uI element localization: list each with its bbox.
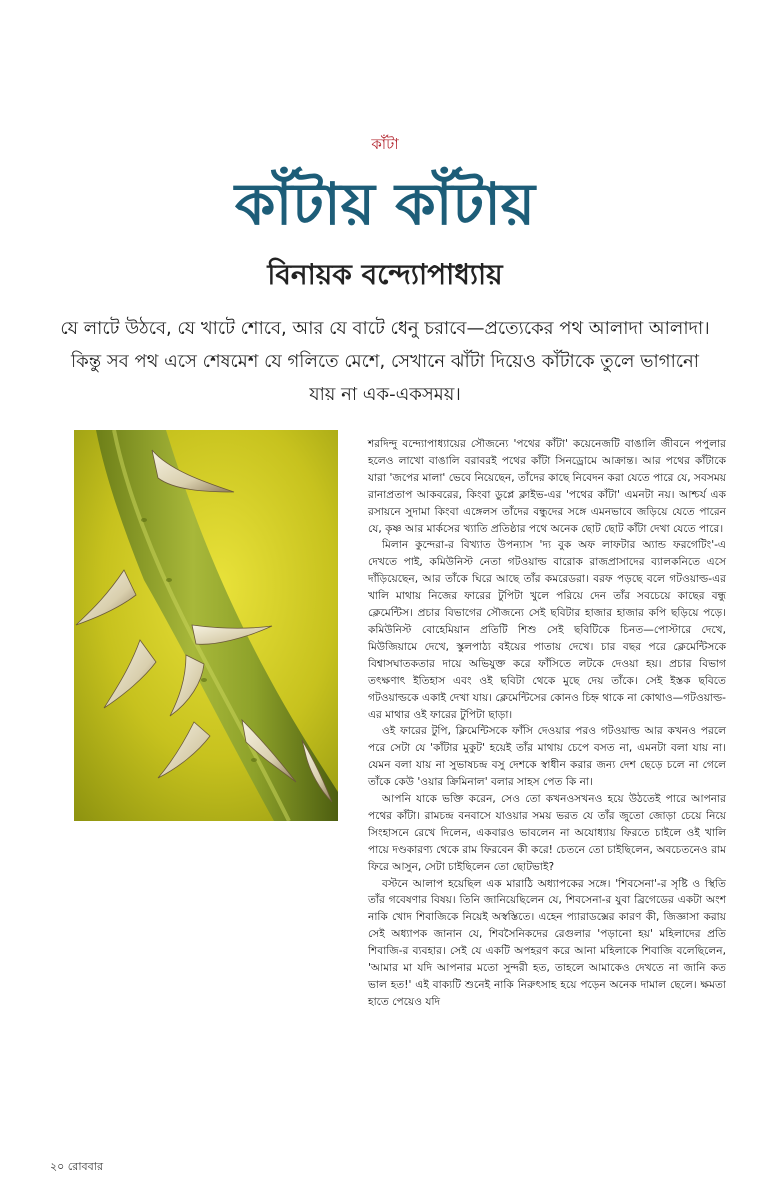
article-title: কাঁটায় কাঁটায় (234, 170, 536, 238)
standfirst: যে লাটে উঠবে, যে খাটে শোবে, আর যে বাটে ধেনু চরাবে—প্রত্যেকের পথ আলাদা আলাদা। কিন্তু সব পথ এসে শেষমেশ যে গলিতে মেশে, সেখানে ঝাঁটা দিয়েও কাঁটাকে তুলে ভাগানো যায় না এক-একসময়। (60, 318, 710, 405)
body-paragraph: ওই ফারের টুপি, ক্লিমেন্টিসকে ফাঁসি দেওয়ার পরও গটওয়াল্ড আর কখনও পরলে পরে সেটা যে 'কাঁটার মুকুট' হয়েই তাঁর মাথায় চেপে বসত না, এমনটা বলা যায় না। যেমন বলা যায় না সুভাষচন্দ্র বসু দেশকে স্বাধীন করার জন্য দেশ ছেড়ে চলে না গেলে তাঁকে কেউ 'ওয়ার ক্রিমিনাল' বলার সাহস পেত কি না। (368, 725, 726, 789)
body-paragraph: মিলান কুন্দেরা-র বিখ্যাত উপন্যাস 'দ্য বুক অফ লাফটার অ্যান্ড ফরগেটিং'-এ দেখতে পাই, কমিউনিস্ট নেতা গটওয়াল্ড বারোক রাজপ্রাসাদের ব্যালকনিতে এসে দাঁড়িয়েছেন, আর তাঁকে ঘিরে আছে তাঁর কমরেডরা। বরফ পড়ছে বলে গটওয়াল্ড-এর খালি মাথায় নিজের ফারের টুপিটা খুলে পরিয়ে দেন তাঁর সবচেয়ে কাছের বন্ধু ক্লেমেন্টিস। প্রচার বিভাগের সৌজন্যে সেই ছবিটার হাজার হাজার কপি ছড়িয়ে পড়ে। কমিউনিস্ট বোহেমিয়ান প্রতিটি শিশু সেই ছবিটিকে চিনত—পোস্টারে দেখে, মিউজিয়ামে দেখে, স্কুলপাঠ্য বইয়ের পাতায় দেখে। চার বছর পরে ক্লেমেন্টিসকে বিশ্বাসঘাতকতার দায়ে অভিযুক্ত করে ফাঁসিতে লটকে দেওয়া হয়। প্রচার বিভাগ তৎক্ষণাৎ ইতিহাস এবং ওই ছবিটা থেকে মুছে দেয় তাঁকে। সেই ইস্তক ছবিতে গটওয়াল্ডকে একাই দেখা যায়। ক্লেমেন্টিসের কোনও চিহ্ন থাকে না কোথাও—গটওয়াল্ড-এর মাথার ওই ফারের টুপিটা ছাড়া। (368, 539, 726, 721)
section-kicker: কাঁটা (371, 135, 399, 153)
body-paragraph: শরদিন্দু বন্দ্যোপাধ্যায়ের সৌজন্যে 'পথের কাঁটা' কয়েনেজটি বাঙালি জীবনে পপুলার হলেও লাখো বাঙালি বরাবরই পথের কাঁটা সিনড্রোমে আক্রান্ত। আর পথের কাঁটাকে যারা 'জপের মালা' ভেবে নিয়েছেন, তাঁদের কাছে নিবেদন করা যেতে পারে যে, সবসময় রানাপ্রতাপ আকবরের, কিংবা ডুপ্লে ক্লাইভ-এর 'পথের কাঁটা' এমনটা নয়। আশ্চর্য এক রসায়নে সুদামা কিংবা এঙ্গেলস তাঁদের বন্ধুদের সঙ্গে এমনভাবে জড়িয়ে যেতে পারেন যে, কৃষ্ণ আর মার্কসের খ্যাতি প্রতিষ্ঠার পথে অনেক ছোট ছোট কাঁটা দেখা যেতে পারে। (368, 438, 726, 535)
author-byline: বিনায়ক বন্দ্যোপাধ্যায় (267, 258, 503, 291)
body-paragraph: বস্টনে আলাপ হয়েছিল এক মারাঠি অধ্যাপকের সঙ্গে। 'শিবসেনা'-র সৃষ্টি ও স্থিতি তাঁর গবেষণার বিষয়। তিনি জানিয়েছিলেন যে, শিবসেনা-র যুবা ব্রিগেডের একটা অংশ নাকি খোদ শিবাজিকে নিয়েই অস্বস্তিতে। এহেন প্যারাডক্সের কারণ কী, জিজ্ঞাসা করায় সেই অধ্যাপক জানান যে, শিবসৈনিকদের রেগুলার 'পড়ানো হয়' মহিলাদের প্রতি শিবাজি-র ব্যবহার। সেই যে একটি অপহরণ করে আনা মহিলাকে শিবাজি বলেছিলেন, 'আমার মা যদি আপনার মতো সুন্দরী হত, তাহলে আমাকেও দেখতে না জানি কত ভাল হত!' এই বাক্যটি শুনেই নাকি নিরুৎসাহ হয়ে পড়েন অনেক দামাল ছেলে। ক্ষমতা হাতে পেয়েও যদি (368, 877, 726, 1008)
thorny-stem-photo (74, 430, 338, 821)
page-folio: ২০ রোববার (50, 1160, 103, 1173)
body-paragraph: আপনি যাকে ভক্তি করেন, সেও তো কখনওসখনও হয়ে উঠতেই পারে আপনার পথের কাঁটা। রামচন্দ্র বনবাসে যাওয়ার সময় ভরত যে তাঁর জুতো জোড়া চেয়ে নিয়ে সিংহাসনে রেখে দিলেন, একবারও ভাবলেন না অযোধ্যায় ফিরতে চাইলে ওই খালি পায়ে দণ্ডকারণ্য থেকে রাম ফিরবেন কী করে! চেতনে তো চাইছিলেন, অবচেতনেও রাম ফিরে আসুন, সেটা চাইছিলেন তো ছোটভাই? (368, 793, 726, 873)
article-body (368, 436, 726, 1011)
